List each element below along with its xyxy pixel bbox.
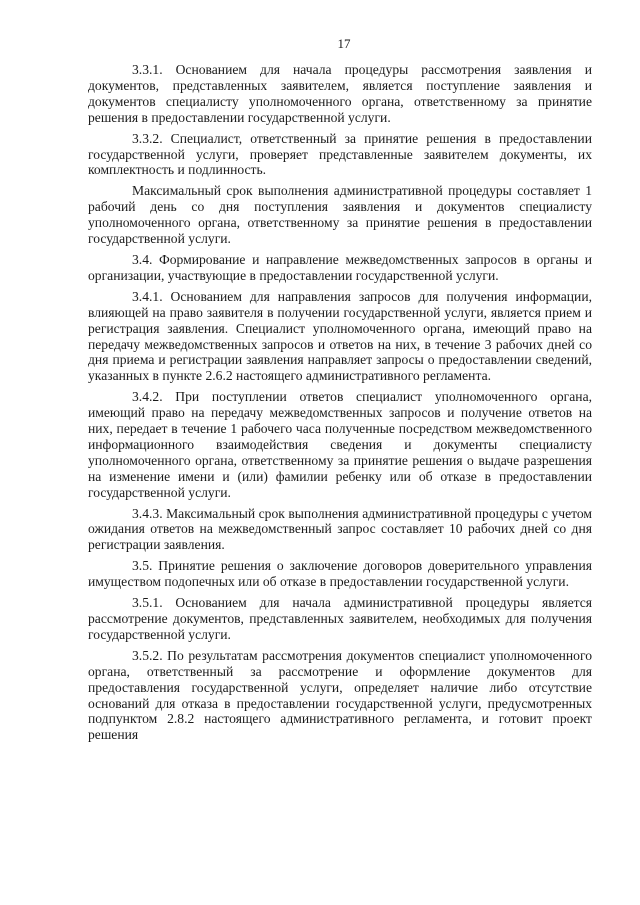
paragraph-3-3-2: 3.3.2. Специалист, ответственный за принятие решения в предоставлении государственной услуги, проверяет представленные заявителем документы, их комплектность и подлинность. (88, 130, 592, 178)
page-number: 17 (337, 36, 351, 51)
paragraph-3-5-1: 3.5.1. Основанием для начала административной процедуры является рассмотрение документов, представленных заявителем, необходимых для получения государственной услуги. (88, 595, 592, 642)
paragraph-3-4-1: 3.4.1. Основанием для направления запросов для получения информации, влияющей на право заявителя в получении государственной услуги, является прием и регистрация заявления. Специалист уполномоченного органа, имеющий право на передачу межведомственных запросов и ответов на них, в течение 3 рабочих дней со дня приема и регистрации заявления направляет запросы о предоставлении сведений, указанных в пункте 2.6.2 настоящего административного регламента. (88, 288, 592, 384)
paragraph-3-3-1: 3.3.1. Основанием для начала процедуры рассмотрения заявления и документов, представленных заявителем, является поступление заявления и документов специалисту уполномоченного органа, ответственному за принятие решения в предоставлении государственной услуги. (88, 62, 592, 125)
paragraph-3-4-2: 3.4.2. При поступлении ответов специалист уполномоченного органа, имеющий право на передачу межведомственных запросов и получение ответов на них, передает в течение 1 рабочего часа полученные посредством межведомственного информационного взаимодействия сведения и документы специалисту уполномоченного органа, ответственному за принятие решения о выдаче разрешения на изменение имени и (или) фамилии ребенку или об отказе в предоставлении государственной услуги. (88, 389, 592, 500)
paragraph-3-5-2: 3.5.2. По результатам рассмотрения документов специалист уполномоченного органа, ответственный за рассмотрение и оформление документов для предоставления государственной услуги, определяет наличие либо отсутствие оснований для отказа в предоставлении государственной услуги, предусмотренных подпунктом 2.8.2 настоящего административного регламента, и готовит проект решения (88, 647, 592, 743)
paragraph-3-4-3: 3.4.3. Максимальный срок выполнения административной процедуры с учетом ожидания ответов на межведомственный запрос составляет 10 рабочих дней со дня регистрации заявления. (88, 505, 592, 553)
paragraph-3-4: 3.4. Формирование и направление межведомственных запросов в органы и организации, участвующие в предоставлении государственной услуги. (88, 251, 592, 283)
paragraph-max-term-1: Максимальный срок выполнения административной процедуры составляет 1 рабочий день со дня поступления заявления и документов специалисту уполномоченного органа, ответственному за принятие решения в предоставлении государственной услуги. (88, 183, 592, 247)
paragraph-3-5: 3.5. Принятие решения о заключение договоров доверительного управления имуществом подопечных или об отказе в предоставлении государственной услуги. (88, 558, 592, 590)
